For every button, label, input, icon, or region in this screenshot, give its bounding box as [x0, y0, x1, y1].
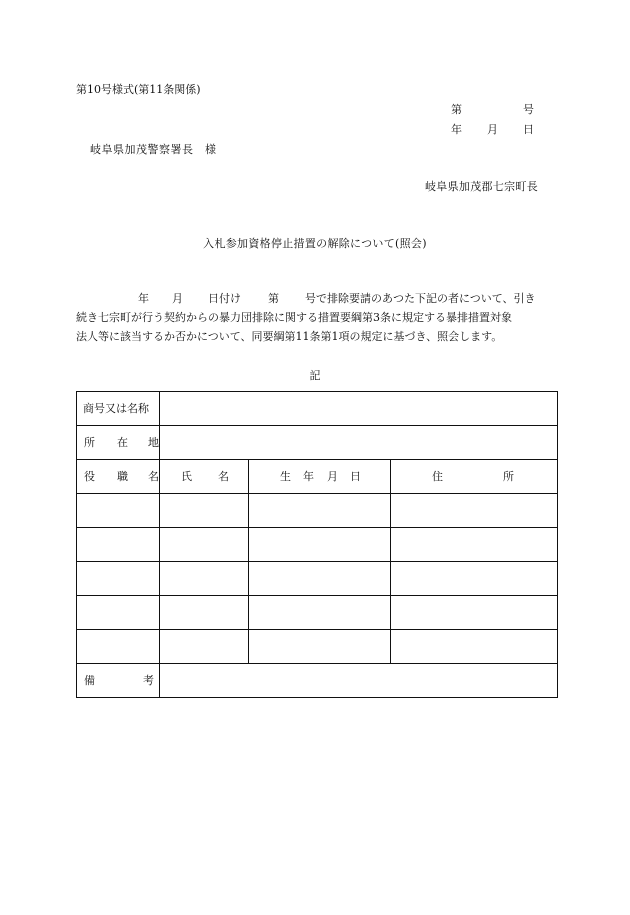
position-cell[interactable] — [77, 528, 160, 562]
body-date-year: 年 — [138, 292, 149, 305]
company-label: 商号又は名称 — [83, 402, 149, 415]
residence-header-char: 所 — [503, 470, 514, 483]
residence-cell[interactable] — [391, 630, 558, 664]
name-cell[interactable] — [160, 562, 249, 596]
body-line-1-rest: 号で排除要請のあつた下記の者について、引き — [305, 292, 536, 305]
address-value-cell[interactable] — [160, 426, 558, 460]
residence-cell[interactable] — [391, 528, 558, 562]
name-cell[interactable] — [160, 494, 249, 528]
position-header-char: 役 — [84, 470, 95, 483]
body-ref-prefix: 第 — [268, 292, 279, 305]
position-cell[interactable] — [77, 494, 160, 528]
birthdate-cell[interactable] — [249, 562, 391, 596]
entry-row — [77, 494, 558, 528]
entry-row — [77, 630, 558, 664]
position-cell[interactable] — [77, 562, 160, 596]
address-label-char: 地 — [148, 436, 159, 449]
entry-row — [77, 528, 558, 562]
number-prefix: 第 — [451, 103, 462, 116]
document-title: 入札参加資格停止措置の解除について(照会) — [203, 237, 427, 250]
birthdate-cell[interactable] — [249, 630, 391, 664]
name-header-char: 名 — [218, 470, 229, 483]
remarks-label-char: 考 — [143, 674, 154, 687]
remarks-value-cell[interactable] — [160, 664, 558, 698]
company-value-cell[interactable] — [160, 392, 558, 426]
residence-cell[interactable] — [391, 494, 558, 528]
birthdate-cell[interactable] — [249, 596, 391, 630]
number-suffix: 号 — [523, 103, 534, 116]
name-cell[interactable] — [160, 596, 249, 630]
body-date-day: 日付け — [208, 292, 241, 305]
ki-heading: 記 — [309, 369, 321, 382]
body-line-2: 続き七宗町が行う契約からの暴力団排除に関する措置要綱第3条に規定する暴排措置対象 — [76, 311, 512, 324]
position-cell[interactable] — [77, 630, 160, 664]
entry-row — [77, 596, 558, 630]
birthdate-header-char: 年 — [303, 470, 314, 483]
date-year: 年 — [451, 123, 462, 136]
entry-row — [77, 562, 558, 596]
address-label-char: 所 — [84, 436, 95, 449]
birthdate-header-char: 月 — [327, 470, 338, 483]
birthdate-header-char: 生 — [280, 470, 291, 483]
remarks-row — [77, 664, 558, 698]
name-header-char: 氏 — [181, 470, 192, 483]
addressee: 岐阜県加茂警察署長 様 — [90, 143, 217, 156]
company-row — [77, 392, 558, 426]
date-day: 日 — [523, 123, 534, 136]
residence-header — [391, 460, 558, 494]
position-cell[interactable] — [77, 596, 160, 630]
birthdate-header — [249, 460, 391, 494]
position-header-char: 名 — [148, 470, 159, 483]
body-line-3: 法人等に該当するか否かについて、同要綱第11条第1項の規定に基づき、照会します。 — [76, 330, 503, 343]
address-label-char: 在 — [117, 436, 128, 449]
column-header-row — [77, 460, 558, 494]
name-cell[interactable] — [160, 630, 249, 664]
birthdate-cell[interactable] — [249, 494, 391, 528]
body-date-month: 月 — [172, 292, 183, 305]
address-row — [77, 426, 558, 460]
name-cell[interactable] — [160, 528, 249, 562]
inquiry-table — [76, 391, 558, 698]
name-header — [160, 460, 249, 494]
residence-header-char: 住 — [432, 470, 443, 483]
remarks-label-cell — [77, 664, 160, 698]
birthdate-cell[interactable] — [249, 528, 391, 562]
company-label-cell — [77, 392, 160, 426]
remarks-label-char: 備 — [84, 674, 95, 687]
residence-cell[interactable] — [391, 596, 558, 630]
residence-cell[interactable] — [391, 562, 558, 596]
sender: 岐阜県加茂郡七宗町長 — [425, 180, 538, 193]
address-label-cell — [77, 426, 160, 460]
position-header — [77, 460, 160, 494]
date-month: 月 — [487, 123, 498, 136]
position-header-char: 職 — [117, 470, 128, 483]
form-number-label: 第10号様式(第11条関係) — [76, 83, 201, 96]
birthdate-header-char: 日 — [350, 470, 361, 483]
